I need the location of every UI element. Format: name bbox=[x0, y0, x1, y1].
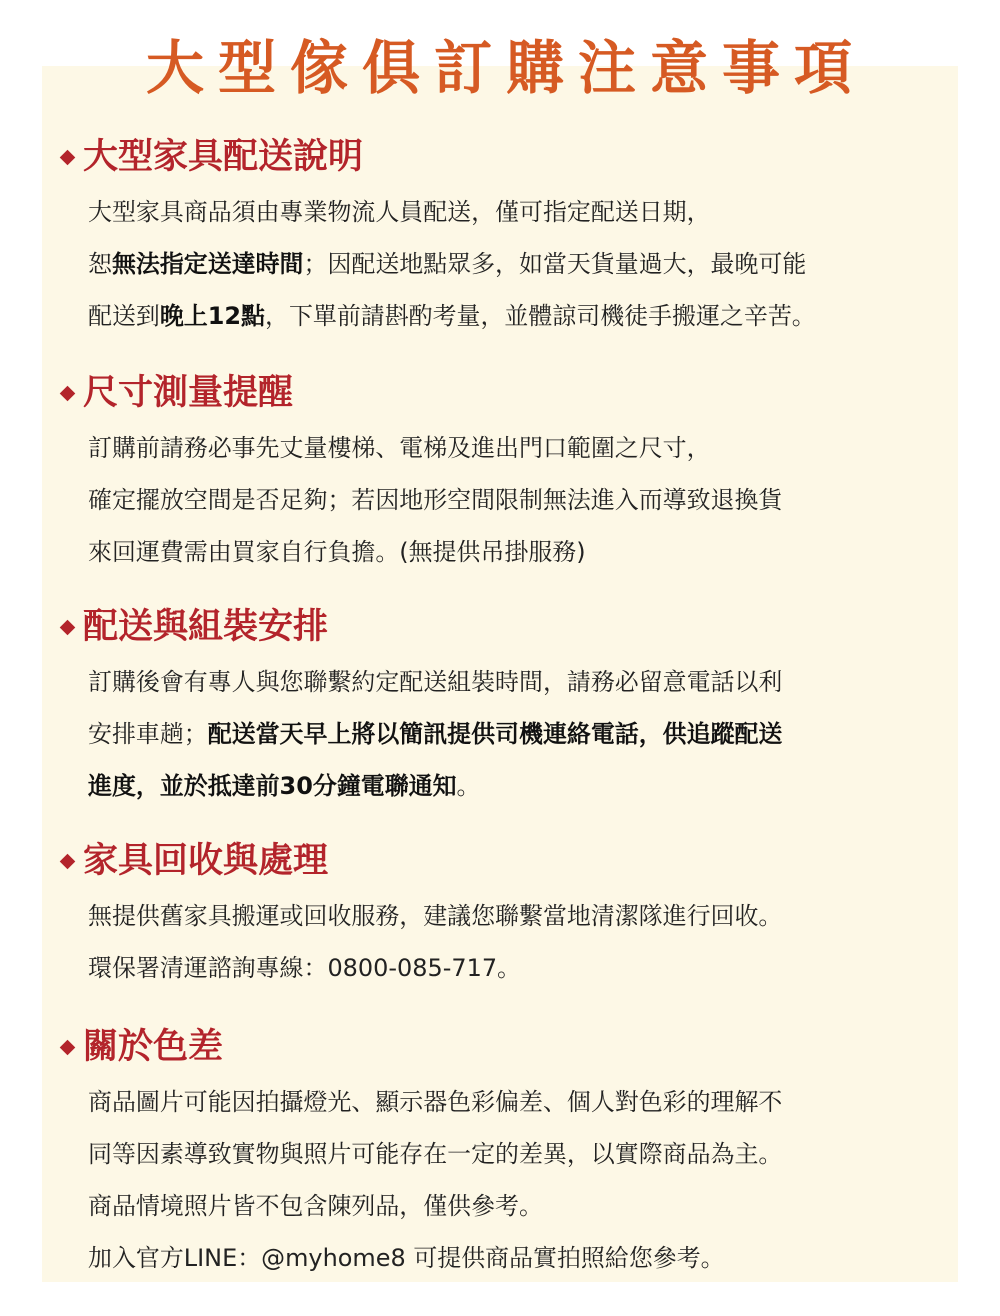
emphasis-text: 配送當天早上將以簡訊提供司機連絡電話，供追蹤配送 bbox=[207, 720, 783, 748]
section-recycling bbox=[58, 836, 948, 994]
diamond-bullet-icon bbox=[60, 619, 76, 635]
body-text: 來回運費需由買家自行負擔。(無提供吊掛服務) bbox=[88, 538, 586, 566]
body-line bbox=[88, 1128, 946, 1180]
body-text: 加入官方LINE：@myhome8 可提供商品實拍照給您參考。 bbox=[88, 1244, 725, 1272]
body-line bbox=[88, 290, 946, 342]
body-text: 商品圖片可能因拍攝燈光、顯示器色彩偏差、個人對色彩的理解不 bbox=[88, 1088, 783, 1116]
body-text: 訂購前請務必事先丈量樓梯、電梯及進出門口範圍之尺寸， bbox=[88, 434, 711, 462]
body-text: 確定擺放空間是否足夠；若因地形空間限制無法進入而導致退換貨 bbox=[88, 486, 783, 514]
body-text: ；因配送地點眾多，如當天貨量過大，最晚可能 bbox=[303, 250, 807, 278]
body-text: 大型家具商品須由專業物流人員配送，僅可指定配送日期， bbox=[88, 198, 711, 226]
section-header bbox=[58, 1022, 948, 1072]
body-text: 配送到 bbox=[88, 302, 160, 330]
section-title: 尺寸測量提醒 bbox=[83, 373, 294, 413]
body-text: 。 bbox=[456, 772, 481, 800]
section-size-measurement bbox=[58, 368, 948, 578]
section-title: 大型家具配送說明 bbox=[83, 137, 364, 177]
section-color-difference bbox=[58, 1022, 948, 1284]
body-line bbox=[88, 186, 946, 238]
section-body bbox=[88, 186, 948, 342]
body-line bbox=[88, 238, 946, 290]
body-text: ，下單前請斟酌考量，並體諒司機徒手搬運之辛苦。 bbox=[264, 302, 816, 330]
body-line bbox=[88, 942, 946, 994]
body-text: 無提供舊家具搬運或回收服務，建議您聯繫當地清潔隊進行回收。 bbox=[88, 902, 783, 930]
section-title: 配送與組裝安排 bbox=[83, 607, 329, 647]
diamond-bullet-icon bbox=[60, 149, 76, 165]
section-title: 關於色差 bbox=[83, 1027, 224, 1067]
page-title: 大型傢俱訂購注意事項 bbox=[145, 34, 866, 102]
section-title: 家具回收與處理 bbox=[83, 841, 329, 881]
body-text: 訂購後會有專人與您聯繫約定配送組裝時間，請務必留意電話以利 bbox=[88, 668, 783, 696]
emphasis-text: 晚上12點 bbox=[159, 302, 265, 330]
body-text: 恕 bbox=[88, 250, 112, 278]
section-delivery-info bbox=[58, 132, 948, 342]
section-header bbox=[58, 132, 948, 182]
section-body bbox=[88, 890, 948, 994]
body-text: 環保署清運諮詢專線：0800-085-717。 bbox=[88, 954, 522, 982]
section-header bbox=[58, 368, 948, 418]
section-body bbox=[88, 656, 948, 812]
body-line bbox=[88, 474, 946, 526]
body-line bbox=[88, 760, 946, 812]
body-line bbox=[88, 526, 946, 578]
body-text: 同等因素導致實物與照片可能存在一定的差異，以實際商品為主。 bbox=[88, 1140, 783, 1168]
body-line bbox=[88, 656, 946, 708]
body-line bbox=[88, 1076, 946, 1128]
body-text: 安排車趟； bbox=[88, 720, 208, 748]
diamond-bullet-icon bbox=[60, 853, 76, 869]
emphasis-text: 進度，並於抵達前30分鐘電聯通知 bbox=[88, 772, 457, 800]
body-line bbox=[88, 422, 946, 474]
section-body bbox=[88, 422, 948, 578]
diamond-bullet-icon bbox=[60, 1039, 76, 1055]
section-delivery-assembly bbox=[58, 602, 948, 812]
emphasis-text: 無法指定送達時間 bbox=[111, 250, 304, 278]
body-line bbox=[88, 708, 946, 760]
diamond-bullet-icon bbox=[60, 385, 76, 401]
body-line bbox=[88, 890, 946, 942]
section-header bbox=[58, 836, 948, 886]
body-line bbox=[88, 1180, 946, 1232]
body-line bbox=[88, 1232, 946, 1284]
body-text: 商品情境照片皆不包含陳列品，僅供參考。 bbox=[88, 1192, 543, 1220]
section-body bbox=[88, 1076, 948, 1284]
section-header bbox=[58, 602, 948, 652]
